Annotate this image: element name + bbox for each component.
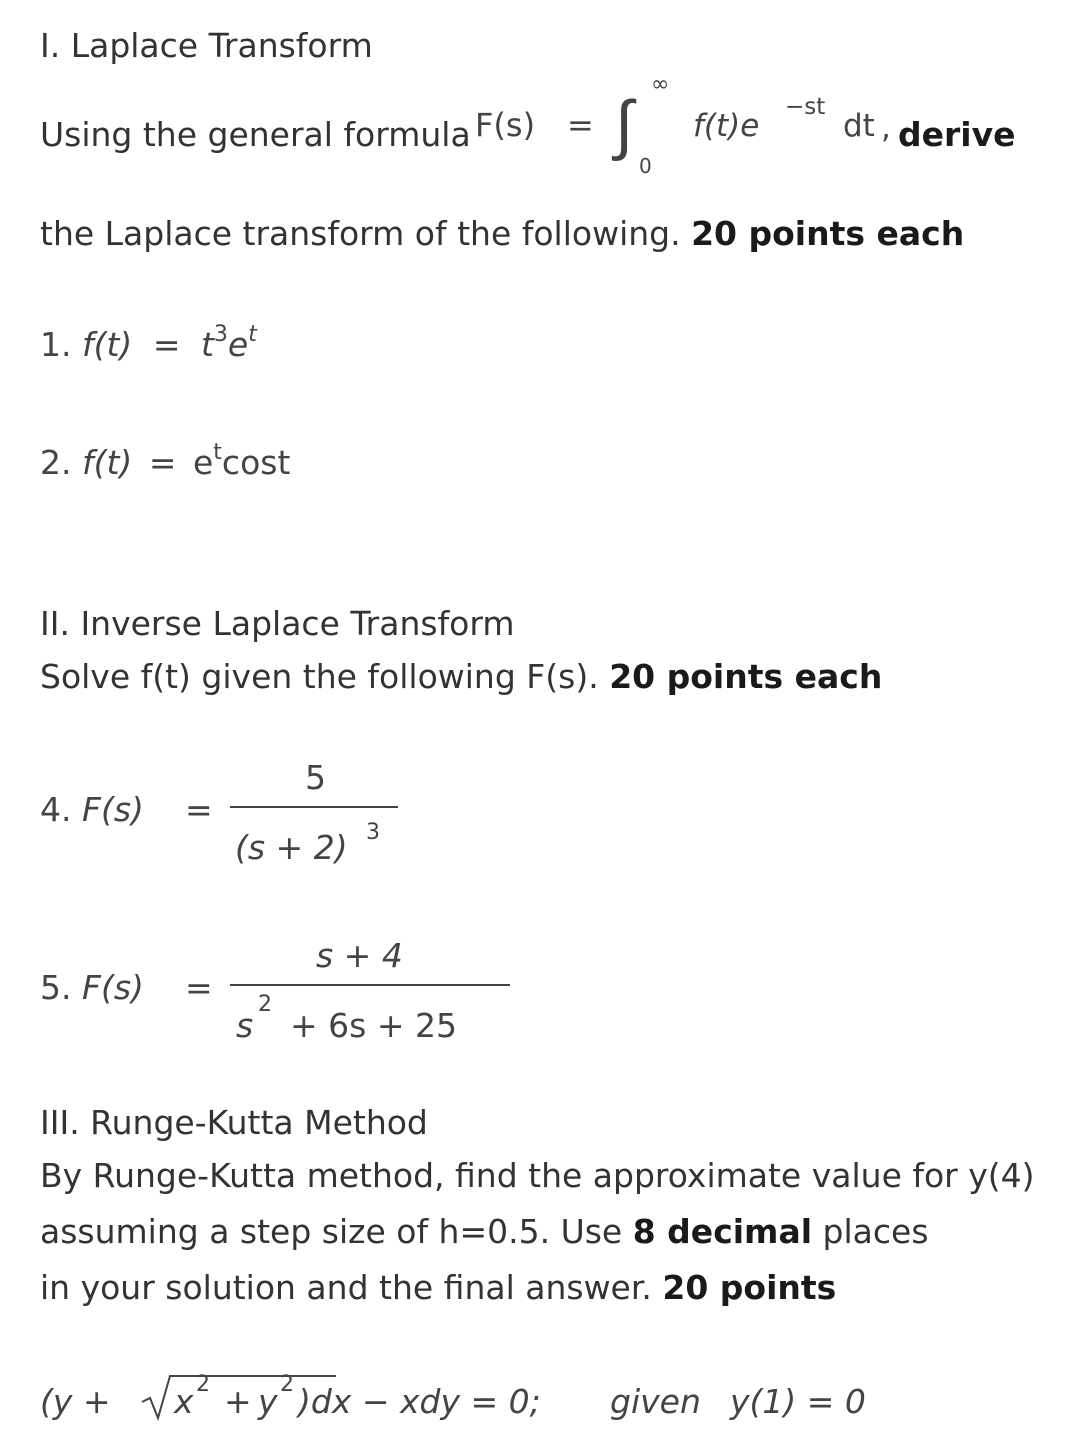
- section-2-intro-text: Solve f(t) given the following F(s).: [40, 657, 599, 696]
- equation-given: given: [610, 1382, 701, 1421]
- problem-4-eq: =: [185, 790, 213, 829]
- derive-bold: derive: [898, 115, 1016, 154]
- equation-condition: y(1) = 0: [730, 1382, 866, 1421]
- radicand-y: y: [258, 1382, 278, 1421]
- section-3-line1: By Runge-Kutta method, find the approximate value for y(4): [40, 1156, 1035, 1195]
- section-2-intro: [40, 657, 883, 696]
- section-1-heading: I. Laplace Transform: [40, 26, 373, 65]
- problem-1-lhs: f(t): [82, 325, 133, 364]
- problem-5-lhs: F(s): [82, 968, 144, 1007]
- radicand-x-exponent: 2: [196, 1372, 210, 1397]
- section-3-line2: [40, 1212, 929, 1251]
- problem-2-tail: cost: [221, 443, 291, 482]
- section-3-heading: III. Runge-Kutta Method: [40, 1103, 428, 1142]
- problem-4-number: 4.: [40, 790, 72, 829]
- problem-5-numerator: s + 4: [316, 936, 403, 975]
- formula-dt: dt: [843, 108, 875, 144]
- problem-4-lhs: F(s): [82, 790, 144, 829]
- problem-4-numerator: 5: [305, 758, 326, 797]
- intro-line2-bold: 20 points each: [691, 214, 965, 253]
- equation-open: (y +: [40, 1382, 111, 1421]
- problem-5-label: [40, 968, 144, 1007]
- problem-5: [40, 930, 520, 1060]
- section-2-intro-bold: 20 points each: [609, 657, 883, 696]
- problem-2-base1: e: [192, 443, 214, 482]
- formula-eq: =: [567, 106, 594, 144]
- problem-4-label: [40, 790, 144, 829]
- formula-lhs: F(s): [475, 106, 536, 144]
- problem-2-number: 2.: [40, 443, 72, 482]
- section-3-line2-bold: 8 decimal: [632, 1212, 813, 1251]
- problem-4-fraction-bar: [230, 806, 398, 808]
- problem-2-eq: =: [148, 443, 177, 482]
- problem-1-number: 1.: [40, 325, 72, 364]
- problem-5-eq: =: [185, 968, 213, 1007]
- problem-2-lhs: f(t): [82, 443, 133, 482]
- section-3-line3-prefix: in your solution and the final answer.: [40, 1268, 652, 1307]
- section-3-line2-prefix: assuming a step size of h=0.5. Use: [40, 1212, 623, 1251]
- section-3-line3-bold: 20 points: [662, 1268, 837, 1307]
- problem-2-exp1: t: [213, 440, 222, 465]
- runge-kutta-equation: [40, 1370, 940, 1430]
- problem-1: [40, 322, 257, 364]
- problem-1-eq: =: [152, 325, 181, 364]
- problem-1-base2: e: [227, 325, 249, 364]
- problem-5-number: 5.: [40, 968, 72, 1007]
- problem-5-fraction-bar: [230, 984, 510, 986]
- section-3-line2-suffix: places: [822, 1212, 929, 1251]
- integral-upper-limit: ∞: [651, 72, 670, 97]
- radicand-plus: +: [224, 1382, 252, 1421]
- laplace-formula: [475, 72, 905, 182]
- problem-1-base1: t: [200, 325, 214, 364]
- problem-5-den-exponent: 2: [258, 992, 272, 1017]
- radicand-x: x: [174, 1382, 194, 1421]
- problem-1-exp2: t: [248, 322, 257, 347]
- problem-1-exp1: 3: [213, 322, 228, 347]
- problem-4-denominator: (s + 2): [235, 828, 348, 867]
- formula-comma: ,: [881, 110, 891, 146]
- integral-lower-limit: 0: [639, 154, 652, 178]
- intro-line2-text: the Laplace transform of the following.: [40, 214, 681, 253]
- section-1-intro-line2: [40, 214, 965, 253]
- section-3-line3: [40, 1268, 837, 1307]
- problem-4-den-exponent: 3: [366, 820, 380, 845]
- formula-exponent: −st: [785, 94, 826, 120]
- problem-4: [40, 750, 420, 880]
- problem-5-den-rest: + 6s + 25: [290, 1006, 457, 1045]
- problem-5-den-base: s: [236, 1006, 254, 1045]
- integral-sign: ∫: [615, 86, 634, 163]
- problem-2: [40, 440, 291, 482]
- section-1-intro-prefix: Using the general formula: [40, 115, 471, 154]
- equation-close: )dx − xdy = 0;: [298, 1382, 541, 1421]
- section-2-heading: II. Inverse Laplace Transform: [40, 604, 515, 643]
- radicand-y-exponent: 2: [280, 1372, 294, 1397]
- formula-integrand: f(t)e: [693, 108, 760, 144]
